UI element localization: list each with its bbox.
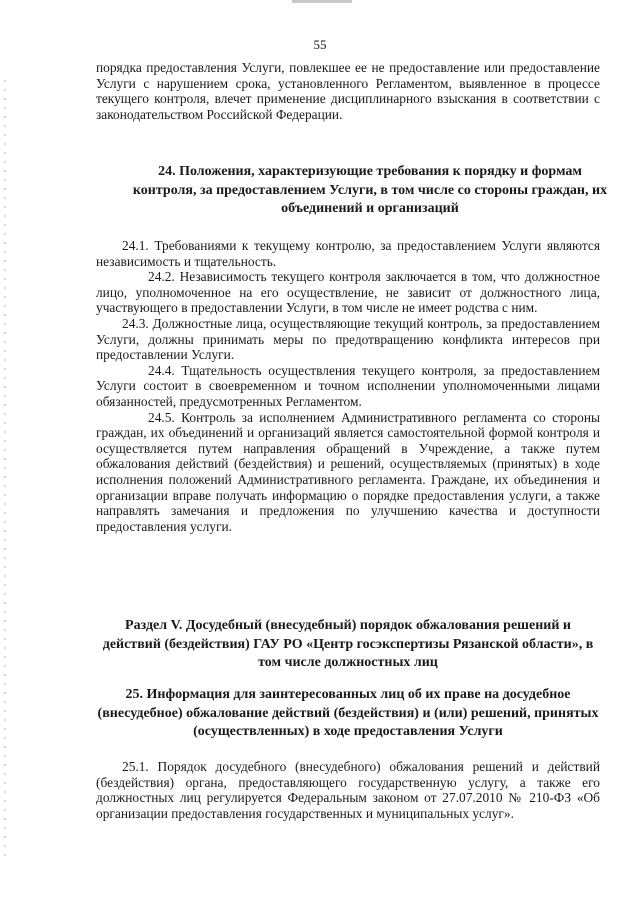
item-number: 24.4. xyxy=(148,362,175,378)
item-text: Требованиями к текущему контролю, за предоставлением Услуги являются независимость и тщательность. xyxy=(96,238,600,269)
intro-paragraph: порядка предоставления Услуги, повлекшее ее не предоставление или предоставление Услуги с нарушением срока, установленного Регламентом, выявленное в процессе текущего контроля, влечет применение дисциплинарного взыскания в соответствии с законодательством Российской Федерации. xyxy=(96,60,600,122)
paragraph-25-1 xyxy=(96,759,600,821)
item-text: Контроль за исполнением Административного регламента со стороны граждан, их объединений и организаций является самостоятельной формой контроля и осуществляется путем направления обращений в Учреждение, а также путем обжалования действий (бездействия) и решений, осуществляемых (принятых) в ходе исполнения положений Административного регламента. Граждане, их объединения и организации вправе получать информацию о порядке предоставления услуги, а также направлять замечания и предложения по улучшению качества и доступности предоставления услуги. xyxy=(96,409,600,534)
page-number: 55 xyxy=(313,37,327,52)
item-number: 24.5. xyxy=(148,409,175,425)
paragraph-24-2 xyxy=(96,269,600,316)
item-number: 24.1. xyxy=(122,238,149,253)
section-25-body xyxy=(96,759,600,821)
section-5-heading: Раздел V. Досудебный (внесудебный) порядок обжалования решений и действий (бездействия) ГАУ РО «Центр госэкспертизы Рязанской области», в том числе должностных лиц xyxy=(102,618,594,670)
paragraph-24-1 xyxy=(96,238,600,269)
item-text: Независимость текущего контроля заключается в том, что должностное лицо, уполномоченное на его осуществление, не зависит от должностного лица, участвующего в предоставлении Услуги, в том числе не имеет родства с ним. xyxy=(96,269,600,316)
item-text: Порядок досудебного (внесудебного) обжалования решений и действий (бездействия) органа, предоставляющего государственную услугу, а также его должностных лиц регулируется Федеральным законом от 27.07.2010 № 210-ФЗ «Об организации предоставления государственных и муниципальных услуг». xyxy=(96,759,600,821)
section-24-heading: 24. Положения, характеризующие требования к порядку и формам контроля, за предоставлением Услуги, в том числе со стороны граждан, их объединений и организаций xyxy=(132,164,608,216)
paragraph-24-3 xyxy=(96,316,600,363)
section-24-body xyxy=(96,238,600,534)
item-text: Тщательность осуществления текущего контроля, за предоставлением Услуги состоит в своевременном и точном исполнении уполномоченными лицами обязанностей, предусмотренных Регламентом. xyxy=(96,362,601,409)
item-number: 25.1. xyxy=(122,759,149,774)
margin-dots xyxy=(4,80,6,860)
item-number: 24.3. xyxy=(122,315,149,331)
item-text: Должностные лица, осуществляющие текущий контроль, за предоставлением Услуги, должны принимать меры по предотвращению конфликта интересов при предоставлении Услуги. xyxy=(96,315,600,363)
section-25-heading: 25. Информация для заинтересованных лиц об их праве на досудебное (внесудебное) обжалование действий (бездействия) и (или) решений, принятых (осуществленных) в ходе предоставления Услуги xyxy=(97,687,599,739)
paragraph-24-5 xyxy=(96,410,600,535)
scan-artifact xyxy=(292,0,352,3)
paragraph-24-4 xyxy=(96,363,600,410)
item-number: 24.2. xyxy=(148,269,175,285)
intro-block xyxy=(96,60,600,122)
